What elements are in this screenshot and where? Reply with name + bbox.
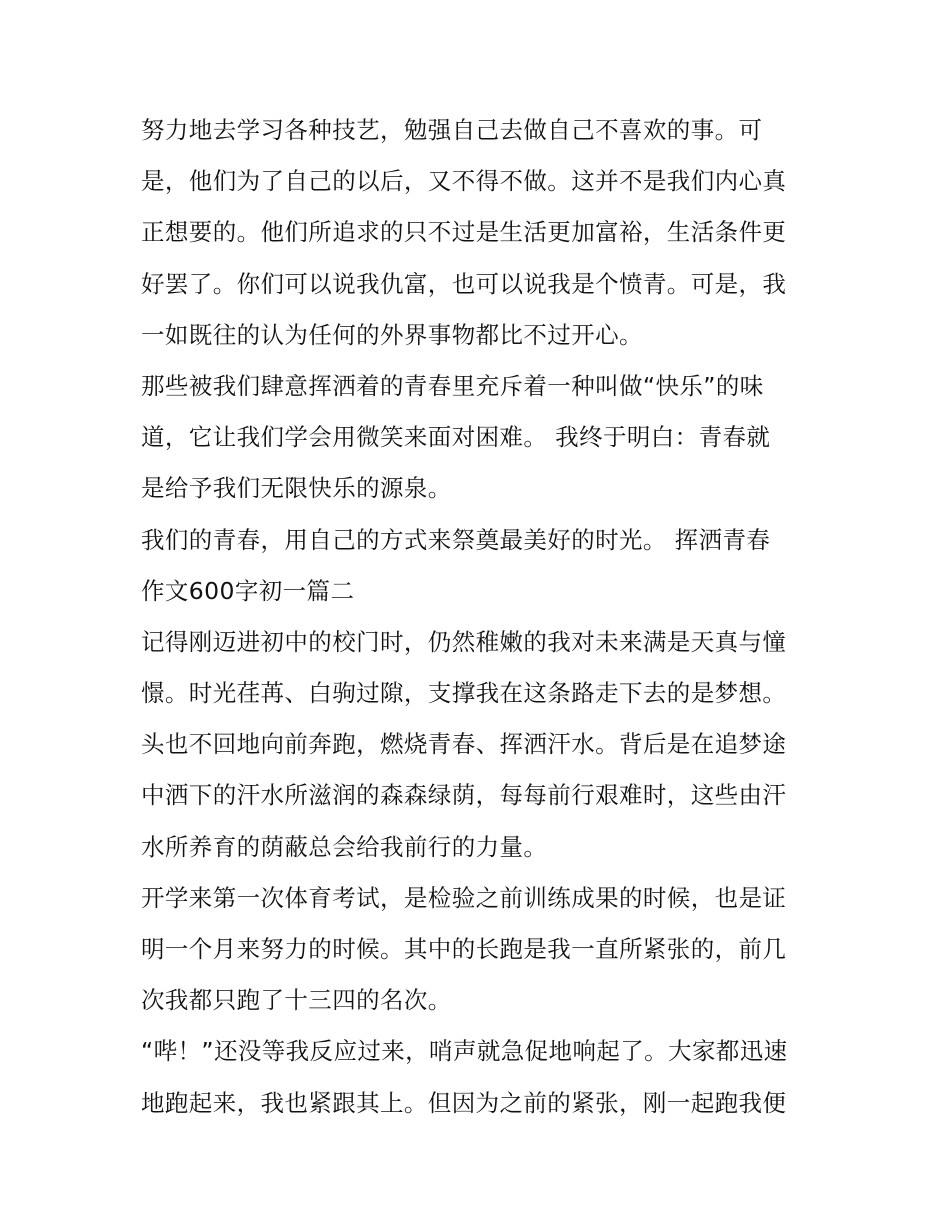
text-line: 作文600字初一篇二 xyxy=(141,576,355,605)
text-line: 记得刚迈进初中的校门时，仍然稚嫩的我对未来满是天真与憧 xyxy=(141,627,787,656)
text-line: 那些被我们肆意挥洒着的青春里充斥着一种叫做“快乐”的味 xyxy=(141,371,764,400)
text-line: 开学来第一次体育考试，是检验之前训练成果的时候，也是证 xyxy=(141,883,787,912)
text-line: 憬。时光荏苒、白驹过隙，支撑我在这条路走下去的是梦想。 xyxy=(141,679,787,708)
text-line: 次我都只跑了十三四的名次。 xyxy=(141,986,452,1015)
text-line: 头也不回地向前奔跑，燃烧青春、挥洒汗水。背后是在追梦途 xyxy=(141,730,787,759)
text-line: “哔！”还没等我反应过来，哨声就急促地响起了。大家都迅速 xyxy=(141,1037,788,1066)
text-line: 是，他们为了自己的以后，又不得不做。这并不是我们内心真 xyxy=(141,167,787,196)
text-line: 好罢了。你们可以说我仇富，也可以说我是个愤青。可是，我 xyxy=(141,269,787,298)
text-line: 努力地去学习各种技艺，勉强自己去做自己不喜欢的事。可 xyxy=(141,116,763,144)
text-line: 一如既往的认为任何的外界事物都比不过开心。 xyxy=(141,320,643,349)
text-line: 水所养育的荫蔽总会给我前行的力量。 xyxy=(141,832,548,861)
text-line: 明一个月来努力的时候。其中的长跑是我一直所紧张的，前几 xyxy=(141,935,787,963)
text-line: 是给予我们无限快乐的源泉。 xyxy=(141,474,452,503)
text-line: 中洒下的汗水所滋润的森森绿荫，每每前行艰难时，这些由汗 xyxy=(141,781,787,810)
text-line: 地跑起来，我也紧跟其上。但因为之前的紧张，刚一起跑我便 xyxy=(141,1088,787,1117)
body-text xyxy=(141,105,831,1129)
text-line: 我们的青春，用自己的方式来祭奠最美好的时光。 挥洒青春 xyxy=(141,525,771,554)
text-line: 道，它让我们学会用微笑来面对困难。 我终于明白：青春就 xyxy=(141,423,771,452)
text-line: 正想要的。他们所追求的只不过是生活更加富裕，生活条件更 xyxy=(141,218,787,247)
